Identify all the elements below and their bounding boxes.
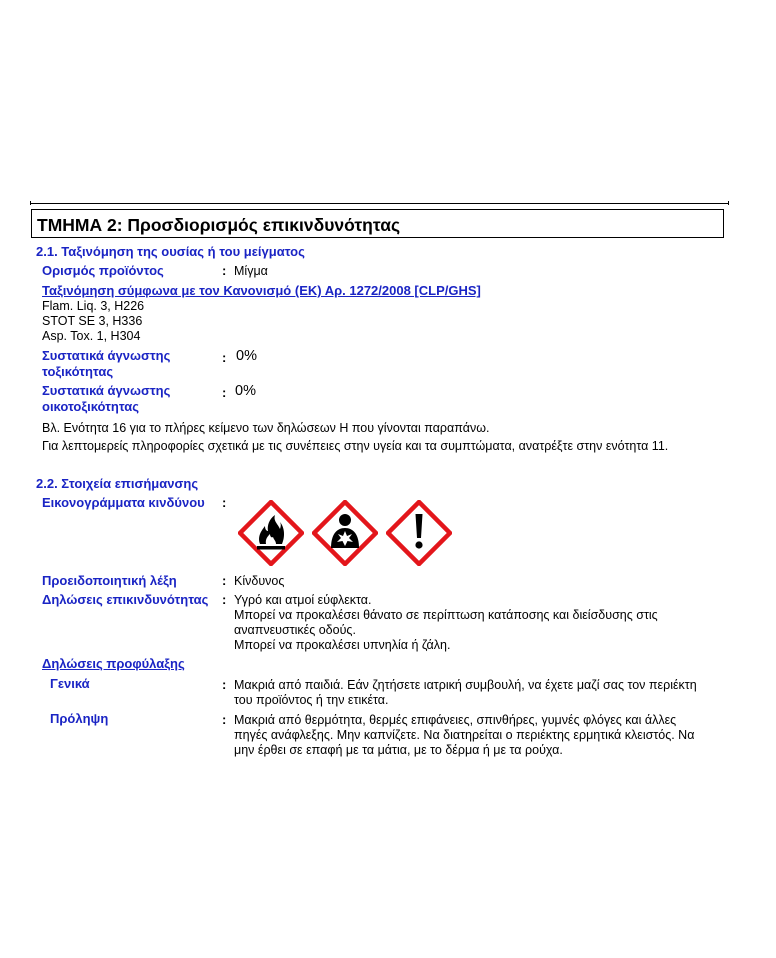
hazard-statement-line: Μπορεί να προκαλέσει υπνηλία ή ζάλη. <box>234 638 451 652</box>
hazard-class-item: STOT SE 3, H336 <box>42 314 143 328</box>
note-section16: Βλ. Ενότητα 16 για το πλήρες κείμενο των δηλώσεων H που γίνονται παραπάνω. <box>42 421 490 435</box>
hazard-statement-line: αναπνευστικές οδούς. <box>234 623 356 637</box>
signal-word-label: Προειδοποιητική λέξη <box>42 573 177 588</box>
colon: : <box>222 495 227 510</box>
general-line: του προϊόντος ή την ετικέτα. <box>234 693 389 707</box>
prevention-line: Μακριά από θερμότητα, θερμές επιφάνειες, σπινθήρες, γυμνές φλόγες και άλλες <box>234 713 677 727</box>
label-elements-heading: 2.2. Στοιχεία επισήμανσης <box>36 476 199 491</box>
signal-word-value: Κίνδυνος <box>234 574 285 588</box>
precautionary-heading: Δηλώσεις προφύλαξης <box>42 656 185 671</box>
classification-heading: 2.1. Ταξινόμηση της ουσίας ή του μείγματος <box>36 244 305 259</box>
general-label: Γενικά <box>50 676 90 691</box>
pictograms-label: Εικονογράμματα κινδύνου <box>42 495 205 510</box>
note-section11: Για λεπτομερείς πληροφορίες σχετικά με τις συνέπειες στην υγεία και τα συμπτώματα, ανατρέξτε στην ενότητα 11. <box>42 439 669 453</box>
colon: : <box>222 592 227 607</box>
prevention-line: μην έρθει σε επαφή με τα μάτια, με το δέρμα ή με τα ρούχα. <box>234 743 563 757</box>
unknown-toxicity-value: 0% <box>236 348 257 364</box>
product-definition-label: Ορισμός προϊόντος <box>42 263 164 278</box>
product-definition-value: Μίγμα <box>234 264 268 278</box>
hazard-statement-line: Υγρό και ατμοί εύφλεκτα. <box>234 593 372 607</box>
prevention-line: πηγές ανάφλεξης. Μην καπνίζετε. Να διατηρείται ο περιέκτης ερμητικά κλειστός. Να <box>234 728 695 742</box>
prevention-label: Πρόληψη <box>50 711 109 726</box>
section-header <box>31 209 724 238</box>
colon: : <box>222 350 227 365</box>
hazard-class-item: Flam. Liq. 3, H226 <box>42 299 145 313</box>
top-rule <box>31 203 728 204</box>
unknown-ecotoxicity-value: 0% <box>235 383 256 399</box>
colon: : <box>222 573 227 588</box>
hazard-class-item: Asp. Tox. 1, H304 <box>42 329 141 343</box>
colon: : <box>222 677 227 692</box>
hazard-statements-label: Δηλώσεις επικινδυνότητας <box>42 592 209 607</box>
hazard-statement-line: Μπορεί να προκαλέσει θάνατο σε περίπτωση κατάποσης και διείσδυσης στις <box>234 608 658 622</box>
section-title: ΤΜΗΜΑ 2: Προσδιορισμός επικινδυνότητας <box>37 215 401 235</box>
colon: : <box>222 385 227 400</box>
flame-icon <box>238 500 304 566</box>
regulation-heading: Ταξινόμηση σύμφωνα με τον Κανονισμό (ΕΚ) Αρ. 1272/2008 [CLP/GHS] <box>42 283 481 298</box>
unknown-ecotoxicity-label: Συστατικά άγνωστης οικοτοξικότητας <box>42 383 171 414</box>
colon: : <box>222 712 227 727</box>
health-hazard-icon <box>312 500 378 566</box>
general-line: Μακριά από παιδιά. Εάν ζητήσετε ιατρική συμβουλή, να έχετε μαζί σας τον περιέκτη <box>234 678 697 692</box>
colon: : <box>222 263 227 278</box>
unknown-toxicity-label: Συστατικά άγνωστης τοξικότητας <box>42 348 171 379</box>
exclamation-icon <box>386 500 452 566</box>
